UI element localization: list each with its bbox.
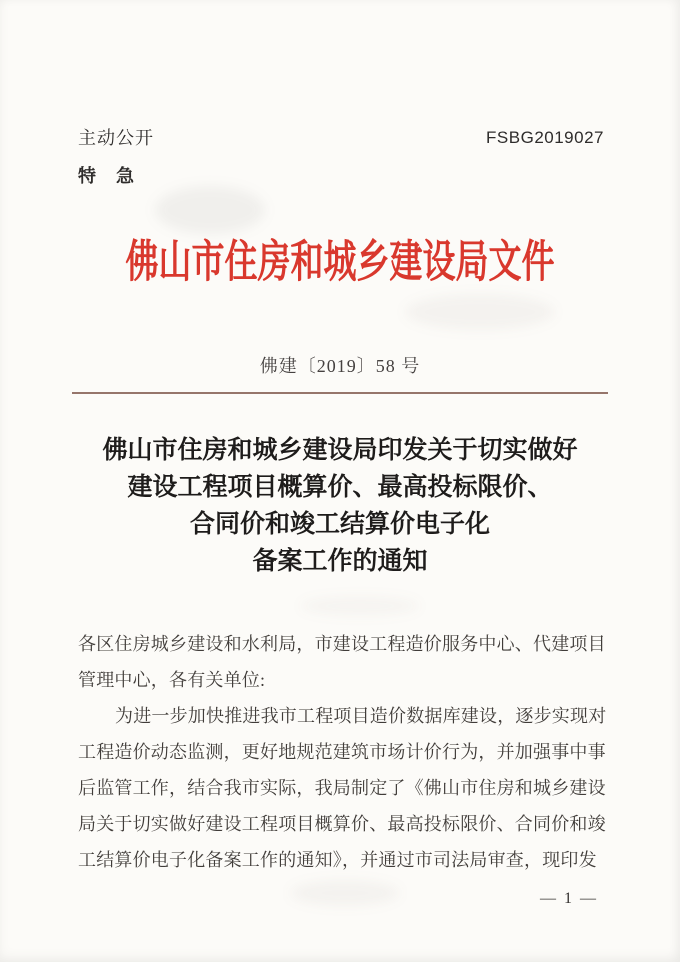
paragraph-line: 工结算价电子化备案工作的通知》，并通过市司法局审查，现印发 bbox=[78, 850, 597, 870]
paragraph-line: 后监管工作，结合我市实际，我局制定了《佛山市住房和城乡建设 bbox=[78, 778, 606, 798]
page-number: — 1 — bbox=[540, 890, 598, 907]
scan-smudge bbox=[300, 596, 420, 616]
paragraph-line: 工程造价动态监测，更好地规范建筑市场计价行为，并加强事中事 bbox=[78, 742, 606, 762]
notice-title-line: 备案工作的通知 bbox=[252, 548, 428, 575]
notice-title-line: 佛山市住房和城乡建设局印发关于切实做好 bbox=[102, 437, 578, 464]
notice-title-line: 合同价和竣工结算价电子化 bbox=[189, 511, 490, 538]
paragraph-line: 为进一步加快推进我市工程项目造价数据库建设，逐步实现对 bbox=[115, 706, 607, 726]
doc-code: FSBG2019027 bbox=[486, 128, 604, 147]
notice-body bbox=[78, 626, 605, 878]
paragraph-line: 局关于切实做好建设工程项目概算价、最高投标限价、合同价和竣 bbox=[78, 814, 606, 834]
salutation-line: 各区住房城乡建设和水利局，市建设工程造价服务中心、代建项目 bbox=[78, 634, 606, 654]
agency-banner: 佛山市住房和城乡建设局文件 bbox=[125, 238, 555, 288]
header-divider-rule bbox=[72, 392, 608, 394]
notice-title bbox=[40, 432, 640, 580]
notice-title-line: 建设工程项目概算价、最高投标限价、 bbox=[127, 474, 553, 501]
doc-number: 佛建〔2019〕58 号 bbox=[259, 356, 421, 376]
salutation-line: 管理中心，各有关单位: bbox=[78, 670, 266, 690]
classification-label: 主动公开 bbox=[78, 128, 154, 148]
urgency-label: 特 急 bbox=[78, 166, 135, 186]
scan-smudge bbox=[290, 880, 400, 906]
